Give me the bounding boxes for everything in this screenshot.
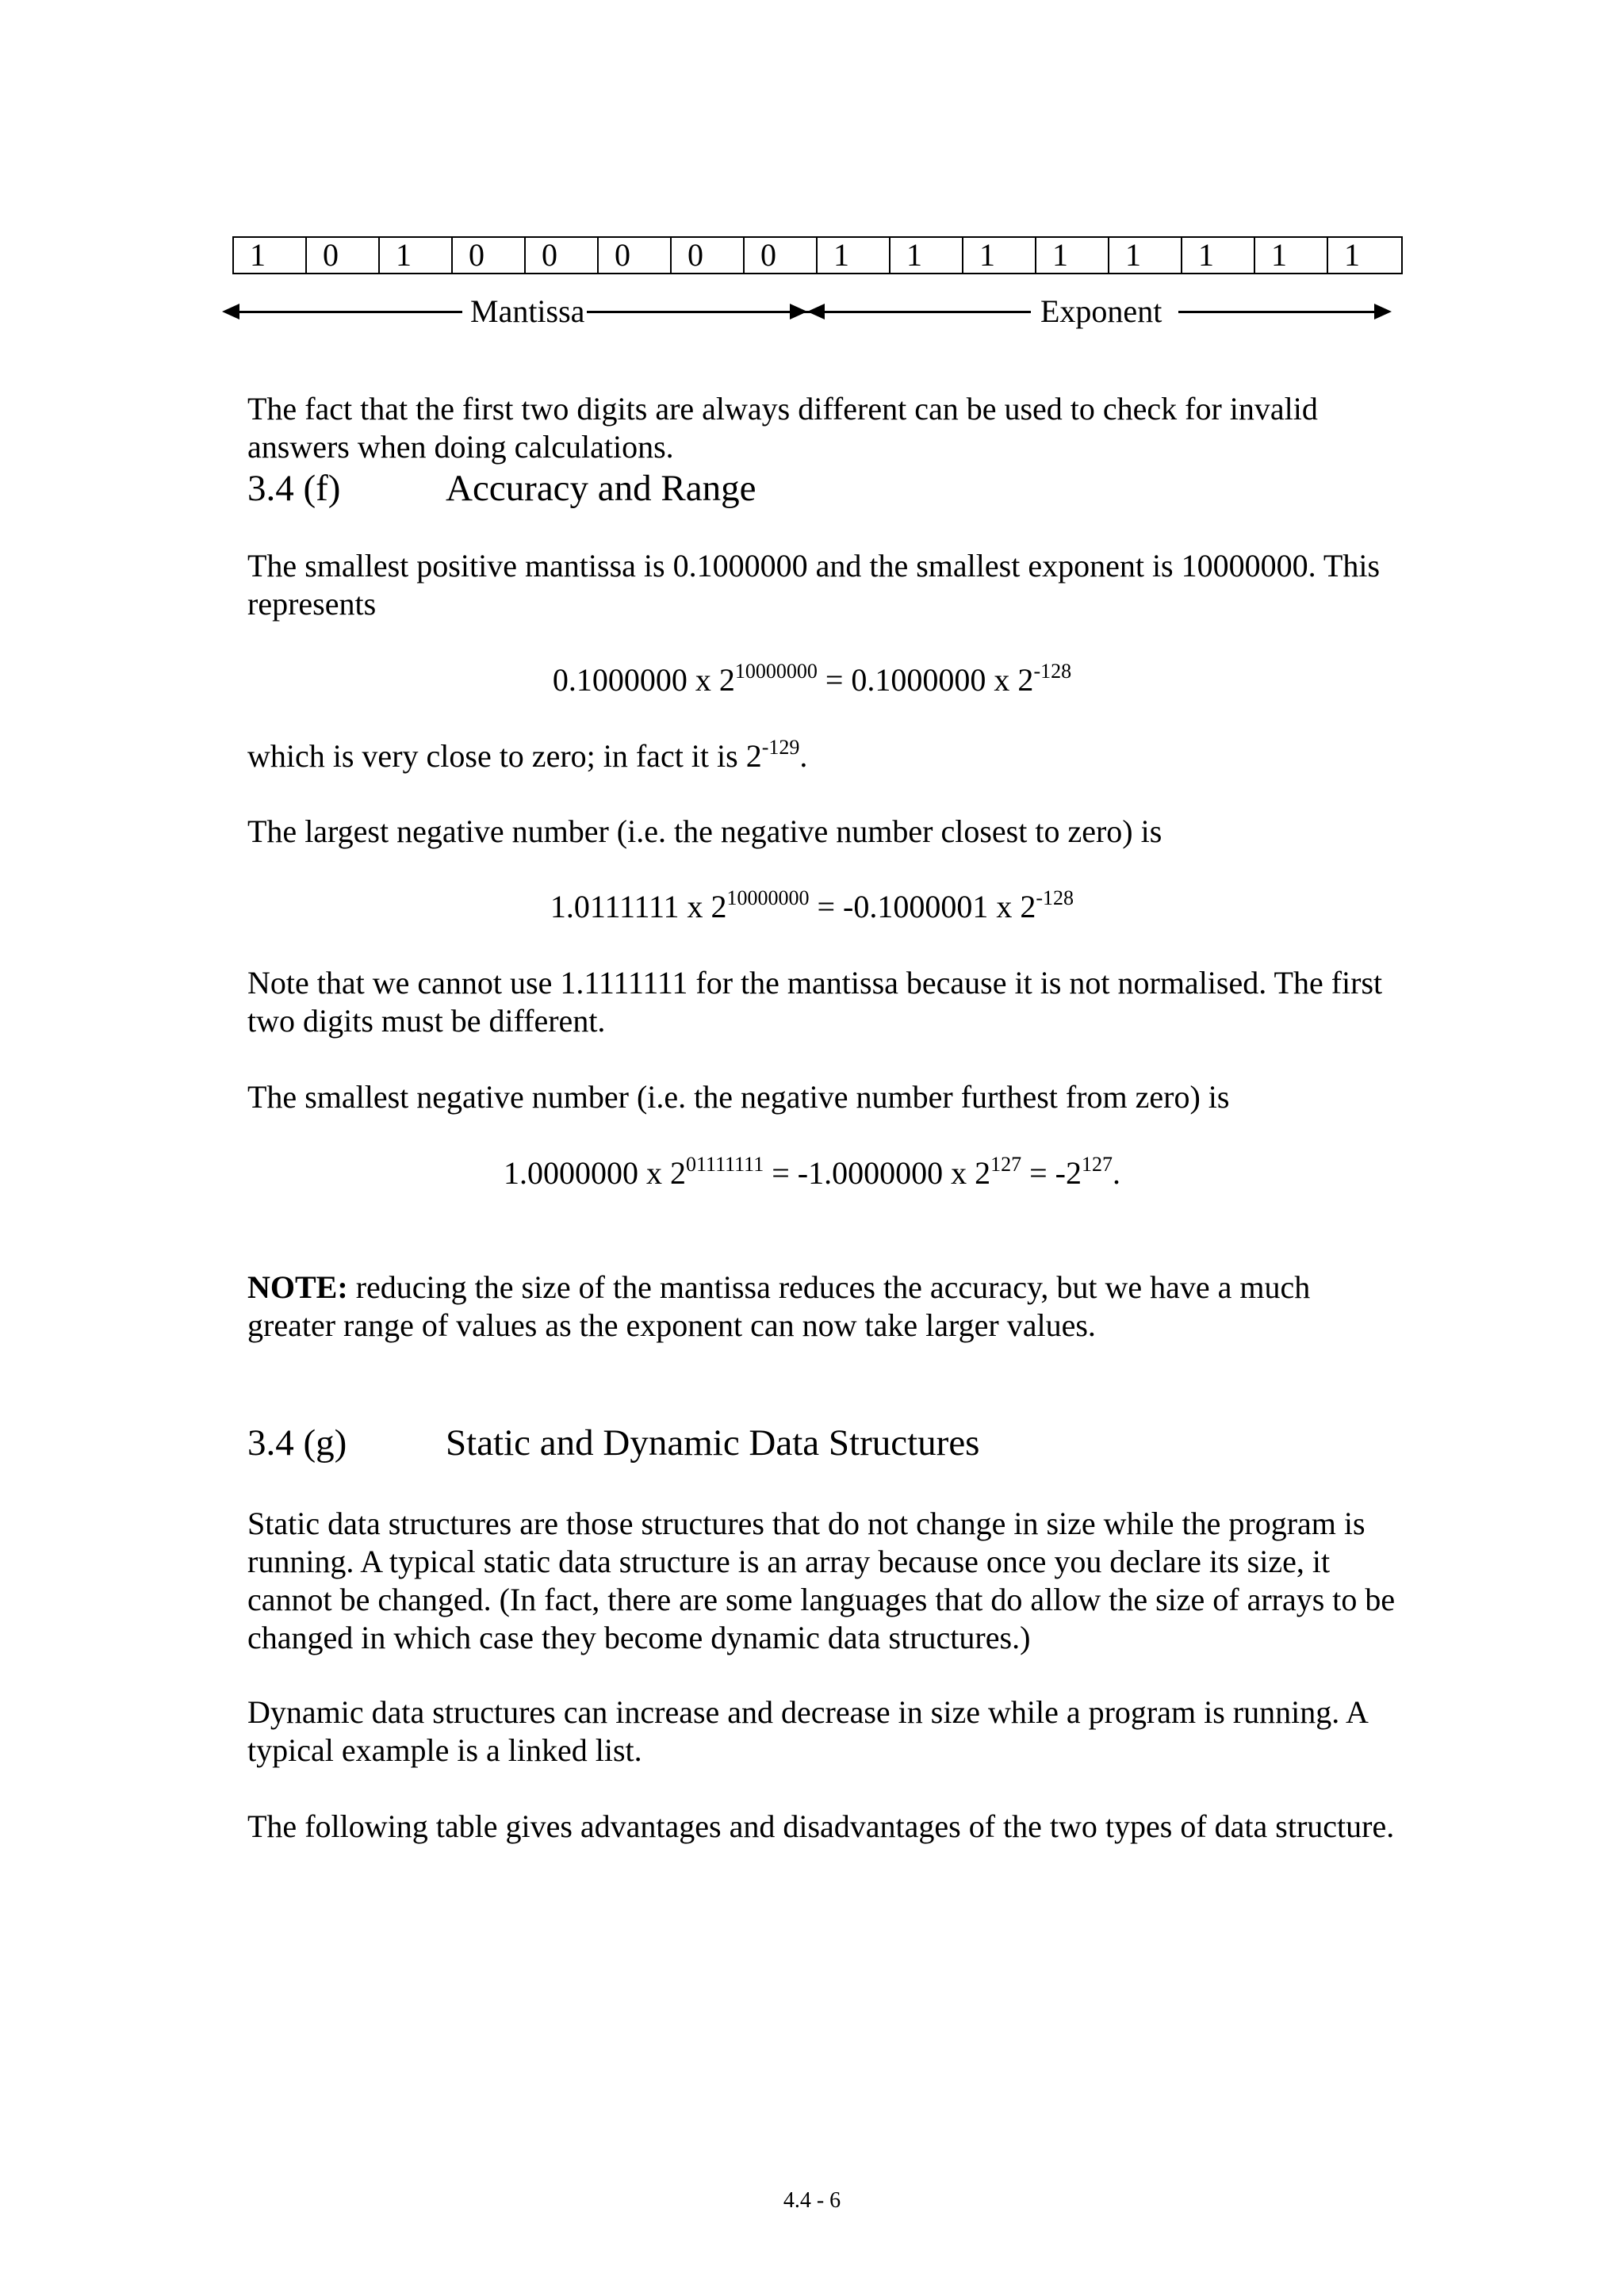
paragraph-normalised-note: Note that we cannot use 1.1111111 for the mantissa because it is not normalised. The first two digits must be different. [247, 965, 1383, 1039]
arrow-left-icon [222, 304, 239, 320]
paragraph-largest-negative: The largest negative number (i.e. the negative number closest to zero) is [247, 813, 1162, 849]
bit-cell: 1 [891, 238, 963, 273]
section-heading-f [247, 466, 756, 511]
page-number: 4.4 - 6 [783, 2188, 841, 2213]
section-title: Accuracy and Range [446, 468, 756, 509]
exponent-superscript: 127 [1082, 1153, 1113, 1176]
arrow-line [1178, 311, 1377, 313]
paragraph-check-digits: The fact that the first two digits are always different can be used to check for invalid answers when doing calculations. [247, 391, 1318, 465]
arrow-right-icon [790, 304, 807, 320]
equation-term: = -2 [1021, 1155, 1082, 1191]
arrow-right-icon [1374, 304, 1392, 320]
equation-term: . [1113, 1155, 1120, 1191]
bit-cell: 0 [453, 238, 526, 273]
equation-term: = -0.1000001 x 2 [809, 889, 1036, 924]
text-run: which is very close to zero; in fact it is 2 [247, 738, 762, 774]
equation-term: 0.1000000 x 2 [552, 662, 735, 698]
equation-term: 1.0111111 x 2 [550, 889, 727, 924]
bit-cell: 1 [380, 238, 453, 273]
exponent-superscript: -128 [1033, 660, 1072, 683]
bit-cell: 0 [672, 238, 745, 273]
section-heading-g [247, 1421, 979, 1465]
bit-cell: 1 [1036, 238, 1109, 273]
bit-cell: 1 [818, 238, 891, 273]
arrow-left-icon [807, 304, 825, 320]
mantissa-exponent-arrows [222, 292, 1392, 331]
equation-smallest-positive [0, 661, 1624, 699]
bit-cell: 0 [307, 238, 380, 273]
bit-cell: 1 [963, 238, 1036, 273]
exponent-superscript: -129 [761, 736, 800, 759]
text-run: . [799, 738, 808, 774]
bit-cell: 1 [1344, 237, 1360, 273]
arrow-line [823, 311, 1031, 313]
bit-cell: 0 [745, 238, 818, 273]
paragraph-close-to-zero [247, 737, 1405, 775]
exponent-superscript: 10000000 [726, 886, 810, 909]
equation-term: 1.0000000 x 2 [504, 1155, 686, 1191]
note-label: NOTE: [247, 1269, 348, 1305]
section-number: 3.4 (g) [247, 1422, 347, 1464]
paragraph-note [247, 1269, 1405, 1345]
equation-smallest-negative [0, 1154, 1624, 1192]
section-number: 3.4 (f) [247, 468, 341, 509]
paragraph-smallest-positive: The smallest positive mantissa is 0.1000000 and the smallest exponent is 10000000. This represents [247, 548, 1381, 622]
section-title: Static and Dynamic Data Structures [446, 1422, 980, 1464]
bit-table [232, 236, 1403, 274]
bit-cell: 1 [1109, 238, 1182, 273]
exponent-superscript: 127 [990, 1153, 1022, 1176]
bit-cell: 0 [599, 238, 672, 273]
exponent-superscript: 01111111 [686, 1153, 764, 1176]
paragraph-dynamic-structures: Dynamic data structures can increase and decrease in size while a program is running. A typical example is a linked list. [247, 1694, 1367, 1768]
paragraph-static-structures: Static data structures are those structures that do not change in size while the program is running. A typical static data structure is an array because once you declare its size, it cannot be changed. (In fact, there are some languages that do allow the size of arrays to be changed in which case they become dynamic data structures.) [247, 1506, 1396, 1655]
paragraph-table-intro: The following table gives advantages and disadvantages of the two types of data structure. [247, 1808, 1395, 1844]
equation-largest-negative [0, 888, 1624, 926]
note-text: reducing the size of the mantissa reduces the accuracy, but we have a much greater range of values as the exponent can now take larger values. [247, 1269, 1311, 1343]
paragraph-smallest-negative: The smallest negative number (i.e. the negative number furthest from zero) is [247, 1079, 1230, 1115]
equation-term: = 0.1000000 x 2 [817, 662, 1034, 698]
bit-cell: 1 [1182, 238, 1255, 273]
equation-term: = -1.0000000 x 2 [764, 1155, 991, 1191]
bit-cell: 0 [526, 238, 599, 273]
exponent-superscript: 10000000 [734, 660, 818, 683]
bit-cell: 1 [1255, 238, 1328, 273]
mantissa-label: Mantissa [462, 292, 592, 331]
exponent-label: Exponent [1040, 293, 1162, 329]
bit-cell: 1 [234, 238, 307, 273]
exponent-superscript: -128 [1036, 886, 1074, 909]
